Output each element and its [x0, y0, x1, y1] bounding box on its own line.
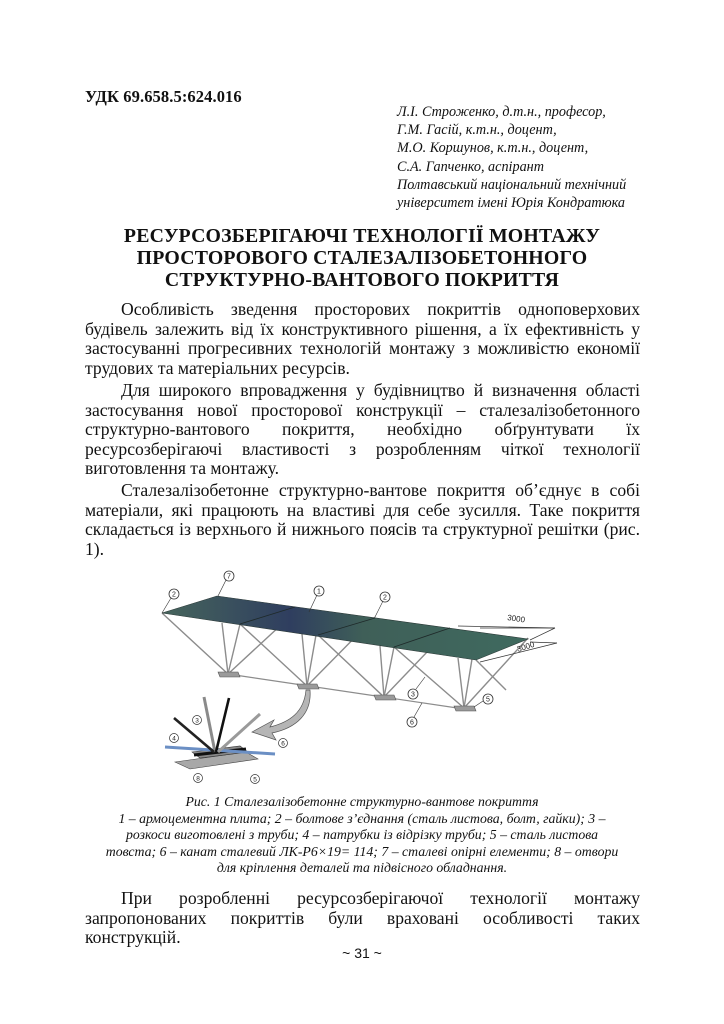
svg-text:3: 3	[411, 691, 415, 699]
svg-text:6: 6	[410, 719, 414, 727]
caption-line: товста; 6 – канат сталевий ЛК-Р6×19= 114; 7 – сталеві опірні елементи; 8 – отвори	[105, 843, 619, 859]
svg-text:4: 4	[172, 735, 176, 743]
paragraph-text: Для широкого впровадження у будівництво й визначення області застосування нової просторової конструкції – сталезалізобетонного структурно-вантового покриття, необхідно обґрунтувати їх ресурсозберігаючі властивості з розробленням чіткої технології виготовлення та монтажу.	[85, 380, 640, 479]
figure-1-structure-diagram	[150, 562, 590, 790]
title-line: РЕСУРСОЗБЕРІГАЮЧІ ТЕХНОЛОГІЇ МОНТАЖУ	[123, 225, 601, 247]
udk-code: УДК 69.658.5:624.016	[85, 87, 242, 106]
paragraph-text: Сталезалізобетонне структурно-вантове покриття об’єднує в собі матеріали, які працюють на властиві для себе зусилля. Таке покриття складається із верхнього й нижнього поясів та структурної решітки (рис. 1).	[85, 480, 640, 559]
slab-panel	[162, 596, 528, 660]
svg-text:1: 1	[317, 588, 321, 596]
author-line: С.А. Гапченко, аспірант	[397, 158, 544, 175]
paragraph-1	[85, 300, 640, 378]
callout-7	[218, 571, 234, 596]
svg-text:8: 8	[196, 775, 200, 783]
callout-2b	[375, 592, 390, 617]
paragraph-text: При розробленні ресурсозберігаючої технології монтажу запропонованих покриттів були враховані особливості таких конструкцій.	[85, 888, 640, 948]
figure-caption	[60, 794, 664, 877]
callout-5	[474, 694, 493, 707]
paragraph-3	[85, 481, 640, 559]
callout-6	[407, 703, 422, 727]
callout-5b	[251, 775, 260, 784]
title-line: СТРУКТУРНО-ВАНТОВОГО ПОКРИТТЯ	[164, 269, 560, 291]
callout-1	[309, 586, 324, 612]
caption-line: для кріплення деталей та підвісного обладнання.	[216, 860, 508, 875]
callout-3b	[193, 716, 202, 725]
dimension-label: 3000	[515, 639, 536, 654]
caption-line: 1 – армоцементна плита; 2 – болтове з’єднання (сталь листова, болт, гайки); 3 –	[118, 810, 606, 826]
paragraph-2	[85, 381, 640, 479]
author-line: Г.М. Гасій, к.т.н., доцент,	[397, 122, 557, 139]
paper-title	[60, 225, 664, 291]
author-line: Л.І. Строженко, д.т.н., професор,	[397, 104, 606, 120]
callout-4	[170, 734, 179, 743]
svg-text:5: 5	[486, 696, 490, 704]
callout-6b	[279, 739, 288, 748]
page-number: ~ 31 ~	[342, 945, 382, 961]
caption-title: Рис. 1 Сталезалізобетонне структурно-вантове покриття	[185, 794, 539, 809]
callout-3	[408, 677, 425, 699]
title-line: ПРОСТОРОВОГО СТАЛЕЗАЛІЗОБЕТОННОГО	[136, 247, 588, 269]
author-line: М.О. Коршунов, к.т.н., доцент,	[397, 140, 589, 157]
paragraph-text: Особливість зведення просторових покриттів одноповерхових будівель залежить від їх конструктивного рішення, а їх ефективність у застосуванні прогресивних технологій монтажу з можливістю економії трудових та матеріальних ресурсів.	[85, 299, 640, 378]
svg-text:2: 2	[172, 591, 176, 599]
bottom-cable	[228, 674, 464, 709]
svg-text:5: 5	[253, 776, 257, 784]
authors-block	[397, 103, 626, 212]
svg-text:7: 7	[227, 573, 231, 581]
caption-line: розкоси виготовлені з труби; 4 – патрубки із відрізку труби; 5 – сталь листова	[125, 827, 599, 842]
paragraph-4	[85, 889, 640, 948]
affiliation-line: університет імені Юрія Кондратюка	[397, 195, 626, 212]
dimension-label: 3000	[506, 613, 526, 625]
affiliation-line: Полтавський національний технічний	[397, 176, 627, 193]
svg-text:3: 3	[195, 717, 199, 725]
detail-node	[165, 697, 288, 784]
svg-text:2: 2	[383, 594, 387, 602]
callout-8	[194, 774, 203, 783]
svg-text:6: 6	[281, 740, 285, 748]
